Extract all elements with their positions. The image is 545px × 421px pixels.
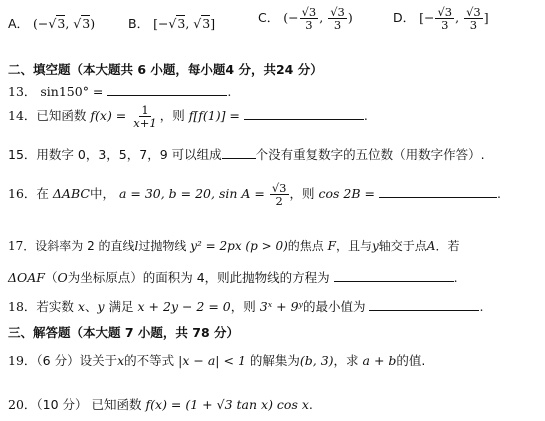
option-d-math: [− $\frac{√3}{3}$ , $\frac{√3}{3}$ ]	[419, 5, 489, 33]
q15: 15．用数字 0，3，5，7，9 可以组成 个没有重复数字的五位数（用数字作答）.	[8, 147, 485, 162]
q18-answer-blank	[369, 298, 479, 311]
q17-line1: 17．设斜率为 2 的直线l过抛物线 y² = 2px (p > 0)的焦点 F，且与y轴交于点A．若	[8, 239, 460, 253]
option-c: C． (− $\frac{√3}{3}$ , $\frac{√3}{3}$ )	[258, 5, 353, 33]
q14: 14．已知函数 f(x) = $\frac{1}{x+1}$ ，则 f[f(1)] = .	[8, 103, 368, 131]
option-a: A． (−√3, √3)	[8, 16, 96, 31]
q16: 16．在 ΔABC中， a = 30, b = 20, sin A = $\frac{√3}{2}$ ，则 cos 2B = .	[8, 181, 501, 209]
section3-title: 三、解答题（本大题 7 小题，共 78 分）	[8, 325, 240, 340]
option-d: D． [− $\frac{√3}{3}$ , $\frac{√3}{3}$ ]	[393, 5, 489, 33]
q13-answer-blank	[107, 83, 227, 96]
section2-title: 二、填空题（本大题共 6 小题，每小题4 分，共24 分）	[8, 62, 323, 77]
q14-fraction: $\frac{1}{x+1}$	[133, 103, 157, 131]
option-b-math: [−√3, √3]	[153, 16, 216, 31]
q17-answer-blank	[334, 269, 454, 282]
q16-answer-blank	[379, 185, 497, 198]
q18: 18．若实数 x、y 满足 x + 2y − 2 = 0，则 3ˣ + 9ʸ的最小值为 .	[8, 299, 484, 314]
option-a-math: (−√3, √3)	[33, 16, 96, 31]
option-b: B． [−√3, √3]	[128, 16, 216, 31]
q16-fraction: $\frac{√3}{2}$	[271, 181, 287, 209]
q14-answer-blank	[244, 107, 364, 120]
q19: 19．（6 分）设关于x的不等式 |x − a| < 1 的解集为(b, 3)，求 a + b的值.	[8, 353, 426, 368]
q20: 20．（10 分） 已知函数 f(x) = (1 + √3 tan x) cos x.	[8, 397, 313, 412]
q13: 13． sin150° = .	[8, 84, 232, 99]
q17-line2: ΔOAF（O为坐标原点）的面积为 4，则此抛物线的方程为 .	[8, 270, 458, 285]
q15-answer-blank	[222, 146, 256, 159]
option-c-math: (− $\frac{√3}{3}$ , $\frac{√3}{3}$ )	[283, 5, 353, 33]
